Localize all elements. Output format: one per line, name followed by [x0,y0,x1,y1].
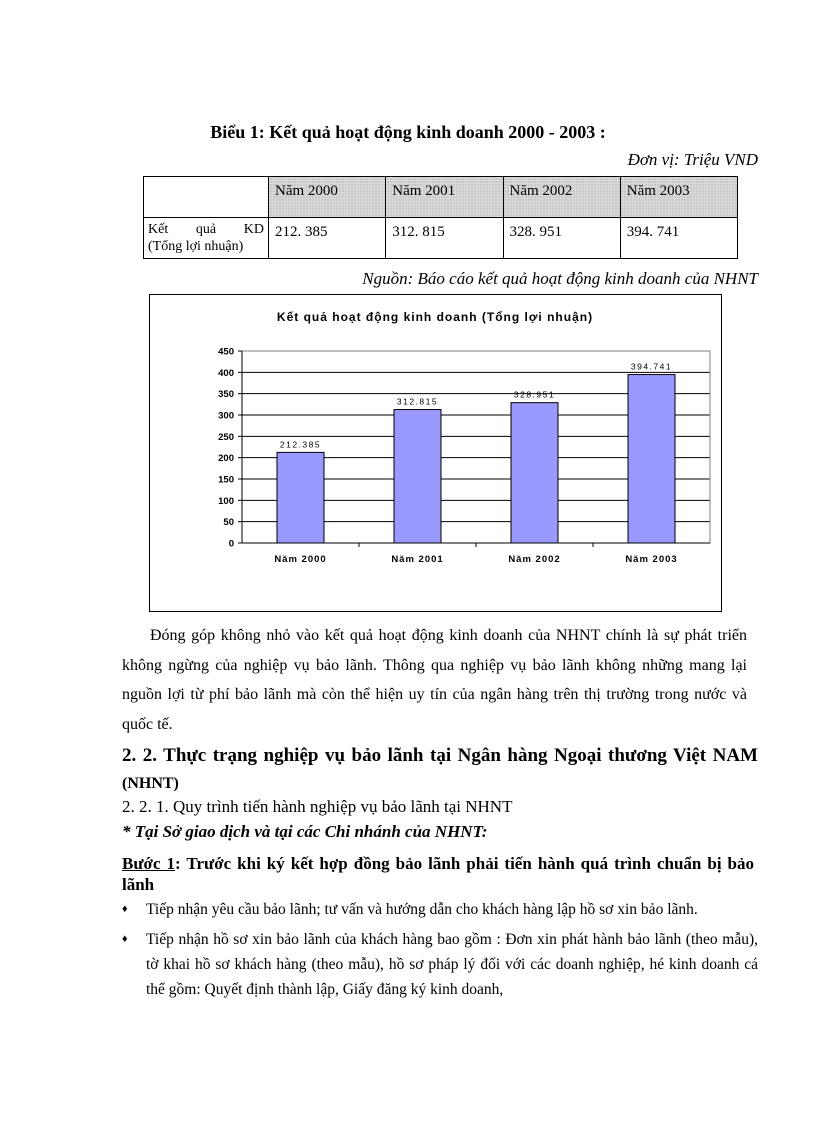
bar-chart [149,294,722,612]
y-tick-label: 100 [218,495,234,507]
italic-heading: * Tại Sở giao dịch và tại các Chi nhánh của NHNT: [122,822,488,841]
body-paragraph [122,621,747,739]
list-item-text: Tiếp nhận hồ sơ xin bảo lãnh của khách hàng bao gồm : Đơn xin phát hành bảo lãnh (theo mẫu), tờ khai hồ sơ khách hàng (theo mẫu), hồ sơ pháp lý đối với các doanh nghiệp, hé kinh doanh cá thể gồm: Quyết định thành lập, Giấy đăng ký kinh doanh, [146,931,758,998]
y-tick-label: 400 [218,367,234,379]
bar [277,452,324,543]
table-header-row [144,177,738,218]
step-text: : Trước khi ký kết hợp đồng bảo lãnh phải tiến hành quá trình chuẩn bị bảo lãnh [122,854,755,894]
table-header-cell: Năm 2000 [269,177,386,218]
step-heading [122,853,754,895]
table-header-cell: Năm 2003 [620,177,737,218]
y-tick-label: 250 [218,431,234,443]
data-label: 312.815 [396,396,439,407]
y-tick-label: 450 [218,346,234,358]
row-label-line: (Tổng lợi nhuận) [148,239,244,254]
table-corner-cell [144,177,269,218]
subsection-heading: 2. 2. 1. Quy trình tiến hành nghiệp vụ bảo lãnh tại NHNT [122,797,513,816]
results-table [143,176,738,259]
paragraph-text: Đóng góp không nhỏ vào kết quả hoạt động kinh doanh của NHNT chính là sự phát triển không ngừng của nghiệp vụ bảo lãnh. Thông qua nghiệp vụ bảo lãnh không những mang lại nguồn lợi từ phí bảo lãnh mà còn thể hiện uy tín của ngân hàng trên thị trường trong nước và quốc tế. [122,627,747,733]
x-tick-label: Năm 2000 [274,554,327,565]
source-note: Nguồn: Báo cáo kết quả hoạt động kinh doanh của NHNT [362,269,758,288]
diamond-bullet-icon: ♦ [122,903,128,915]
data-label: 212.385 [279,439,322,450]
y-tick-label: 150 [218,474,234,486]
row-label-word: Kết [148,222,169,237]
diamond-bullet-icon: ♦ [122,933,128,945]
list-item-text: Tiếp nhận yêu cầu bảo lãnh; tư vấn và hướng dẫn cho khách hàng lập hồ sơ xin bảo lãnh. [146,901,698,918]
table-header-cell: Năm 2001 [386,177,503,218]
step-label: Bước 1 [122,854,176,873]
chart-svg [150,295,721,611]
list-item [122,897,758,922]
table-row-label [144,218,269,259]
list-item [122,927,758,1002]
section-heading-text: 2. 2. Thực trạng nghiệp vụ bảo lãnh tại Ngân hàng Ngoại thương Việt NAM [122,745,758,766]
y-tick-label: 350 [218,389,234,401]
data-label: 328.951 [513,389,556,400]
bar [511,403,558,543]
y-tick-label: 300 [218,410,234,422]
y-tick-label: 200 [218,453,234,465]
x-tick-label: Năm 2002 [508,554,561,565]
bullet-list [122,897,758,1007]
y-tick-label: 0 [228,538,234,550]
table-cell: 394. 741 [620,218,737,259]
bar [628,375,675,543]
bar [394,410,441,543]
row-label-word: KD [243,222,264,237]
unit-note: Đơn vị: Triệu VND [627,150,758,169]
section-heading [122,742,758,805]
figure-title: Biểu 1: Kết quả hoạt động kinh doanh 2000 - 2003 : [210,122,606,142]
data-label: 394.741 [630,361,673,372]
table-cell: 212. 385 [269,218,386,259]
y-tick-label: 50 [223,517,234,529]
x-tick-label: Năm 2003 [625,554,678,565]
chart-title: Kết quả hoạt động kinh doanh (Tổng lợi nhuận) [276,310,594,324]
x-tick-label: Năm 2001 [391,554,444,565]
table-cell: 312. 815 [386,218,503,259]
table-header-cell: Năm 2002 [503,177,620,218]
table-row [144,218,738,259]
section-heading-sup: (NHNT) [122,775,179,792]
table-cell: 328. 951 [503,218,620,259]
row-label-word: quả [195,222,217,237]
